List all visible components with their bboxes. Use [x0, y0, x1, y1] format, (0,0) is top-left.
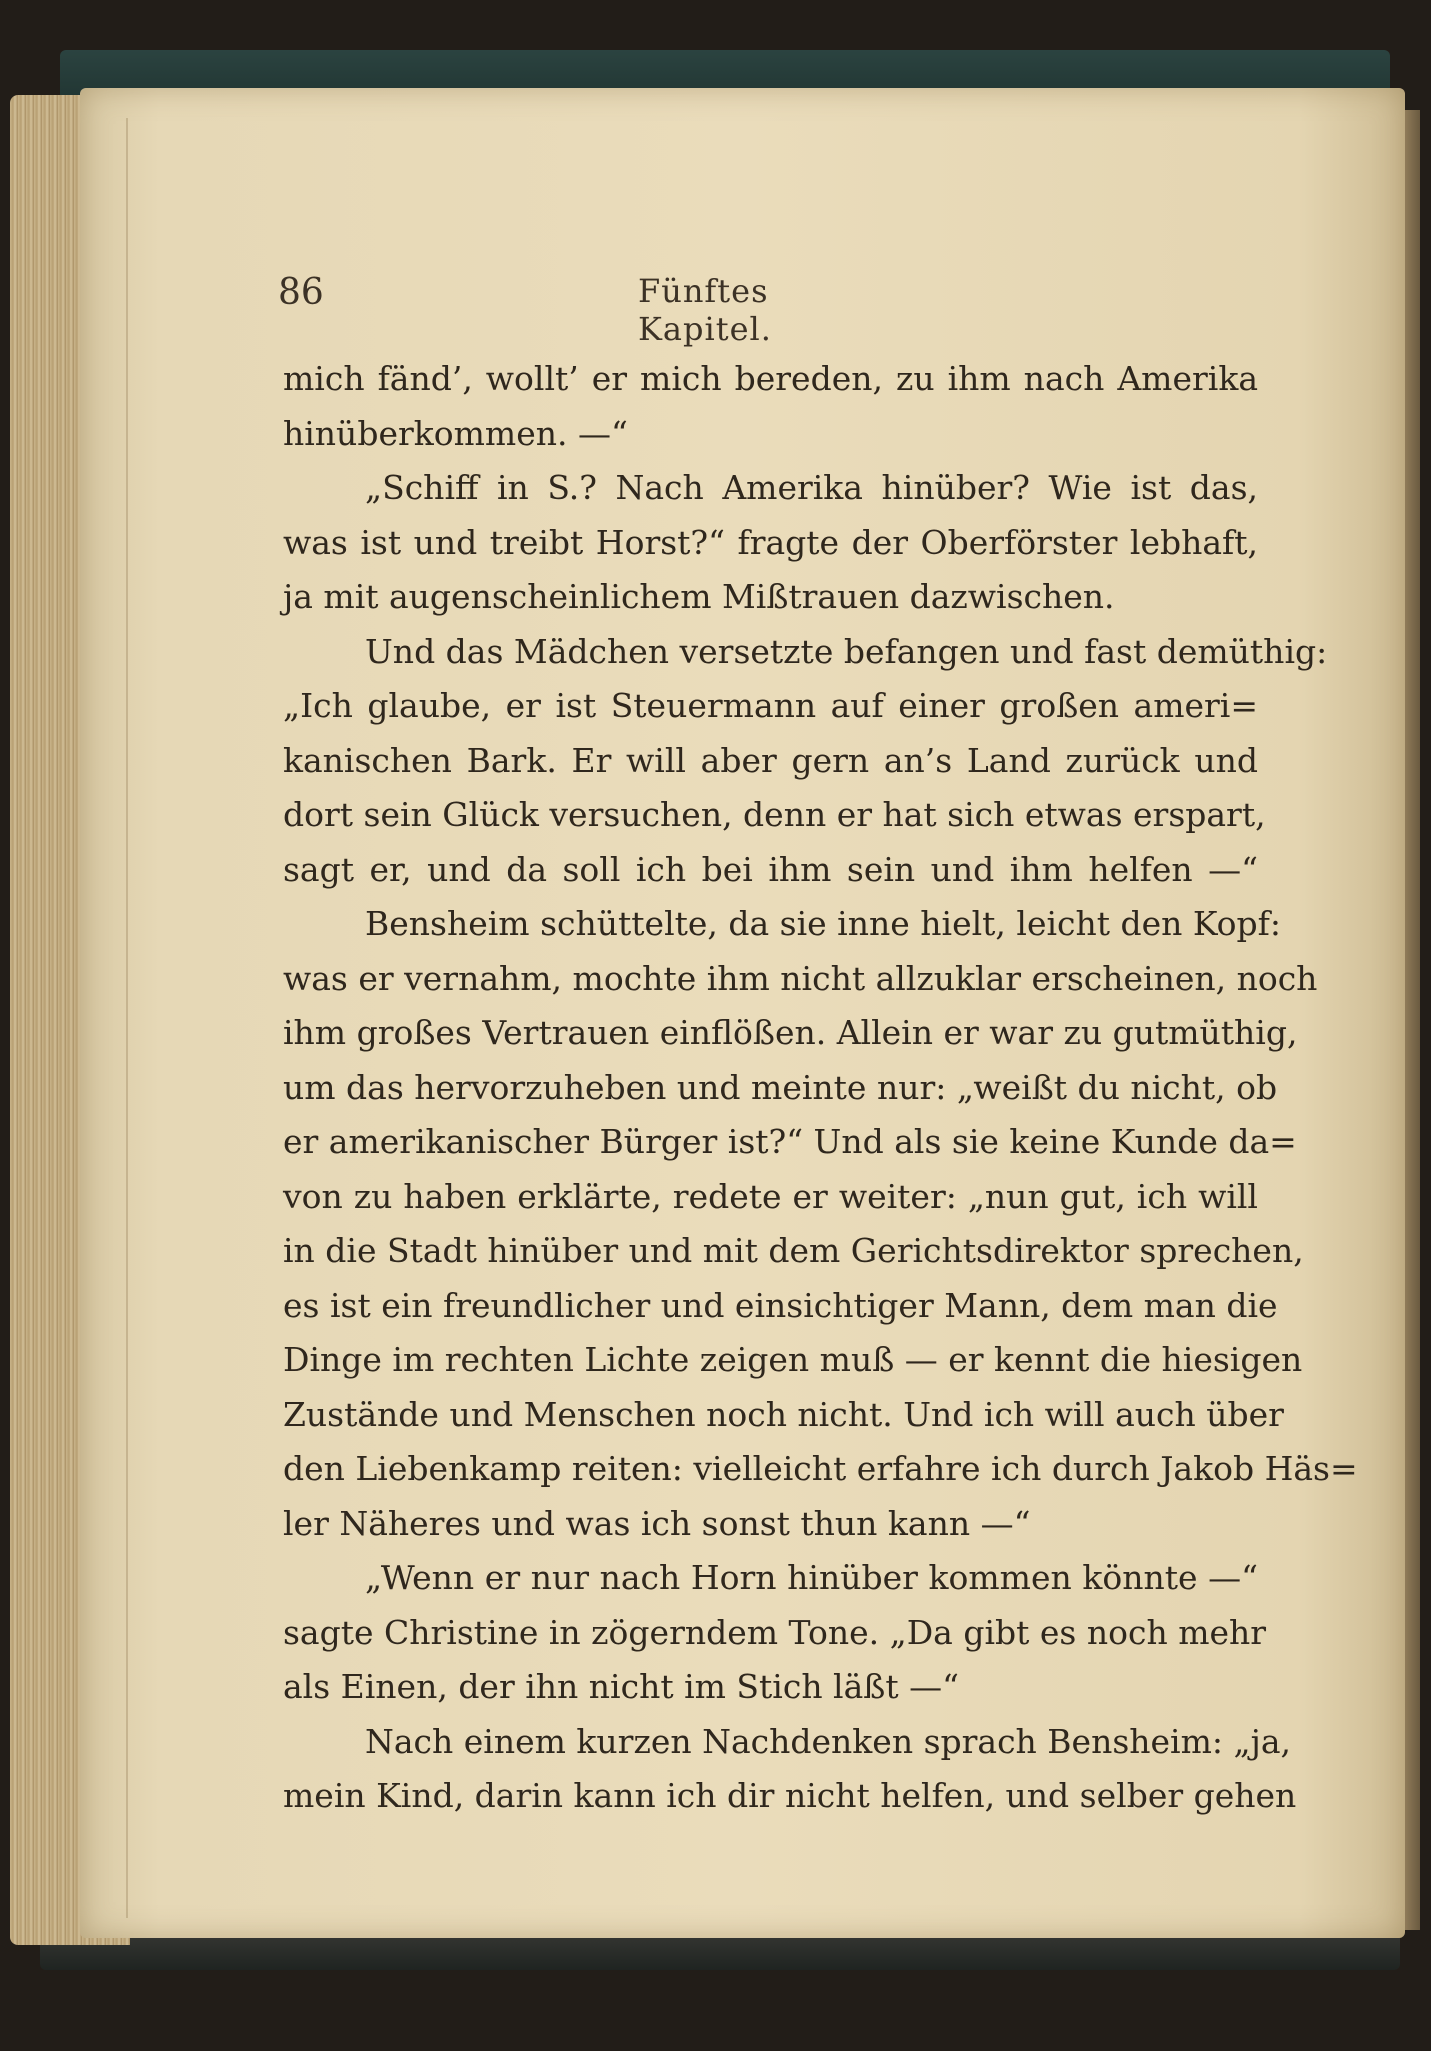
- text-line: in die Stadt hinüber und mit dem Gerichtsdirektor sprechen,: [283, 1231, 1304, 1270]
- text-line: ja mit augenscheinlichem Mißtrauen dazwischen.: [283, 577, 1115, 616]
- text-line: Zustände und Menschen noch nicht. Und ich will auch über: [283, 1394, 1284, 1434]
- text-line: dort sein Glück versuchen, denn er hat sich etwas erspart,: [283, 795, 1266, 834]
- page-header: [278, 272, 898, 348]
- text-line: was er vernahm, mochte ihm nicht allzuklar erscheinen, noch: [283, 958, 1318, 998]
- text-line: sagte Christine in zögerndem Tone. „Da gibt es noch mehr: [283, 1612, 1267, 1652]
- text-line: sagt er, und da soll ich bei ihm sein und ihm helfen —“: [283, 849, 1258, 889]
- text-line: kanischen Bark. Er will aber gern an’s Land zurück und: [283, 740, 1258, 780]
- text-line: Und das Mädchen versetzte befangen und fast demüthig:: [365, 631, 1328, 671]
- text-line: Dinge im rechten Lichte zeigen muß — er kennt die hiesigen: [283, 1340, 1303, 1379]
- text-line: mein Kind, darin kann ich dir nicht helfen, und selber gehen: [283, 1776, 1297, 1815]
- text-line: Bensheim schüttelte, da sie inne hielt, leicht den Kopf:: [365, 904, 1282, 943]
- text-line: Nach einem kurzen Nachdenken sprach Bensheim: „ja,: [365, 1721, 1291, 1761]
- text-line: mich fänd’, wollt’ er mich bereden, zu ihm nach Amerika: [283, 359, 1258, 398]
- text-line: „Schiff in S.? Nach Amerika hinüber? Wie ist das,: [365, 468, 1258, 507]
- text-line: „Wenn er nur nach Horn hinüber kommen könnte —“: [365, 1558, 1258, 1597]
- text-line: er amerikanischer Bürger ist?“ Und als sie keine Kunde da=: [283, 1122, 1297, 1161]
- text-line: „Ich glaube, er ist Steuermann auf einer großen ameri=: [283, 686, 1258, 725]
- text-line: ihm großes Vertrauen einflößen. Allein er war zu gutmüthig,: [283, 1013, 1298, 1052]
- text-line: hinüberkommen. —“: [283, 413, 628, 453]
- text-line: um das hervorzuheben und meinte nur: „weißt du nicht, ob: [283, 1067, 1278, 1107]
- text-line: den Liebenkamp reiten: vielleicht erfahre ich durch Jakob Häs=: [283, 1449, 1358, 1488]
- text-line: von zu haben erklärte, redete er weiter: „nun gut, ich will: [283, 1176, 1258, 1216]
- text-line: was ist und treibt Horst?“ fragte der Oberförster lebhaft,: [283, 522, 1258, 562]
- body-text: [283, 352, 1358, 1824]
- running-title: Fünftes Kapitel.: [638, 272, 772, 348]
- text-line: es ist ein freundlicher und einsichtiger Mann, dem man die: [283, 1285, 1278, 1325]
- text-line: als Einen, der ihn nicht im Stich läßt —“: [283, 1667, 959, 1706]
- page-number: 86: [278, 272, 324, 313]
- text-line: ler Näheres und was ich sonst thun kann —“: [283, 1503, 1031, 1543]
